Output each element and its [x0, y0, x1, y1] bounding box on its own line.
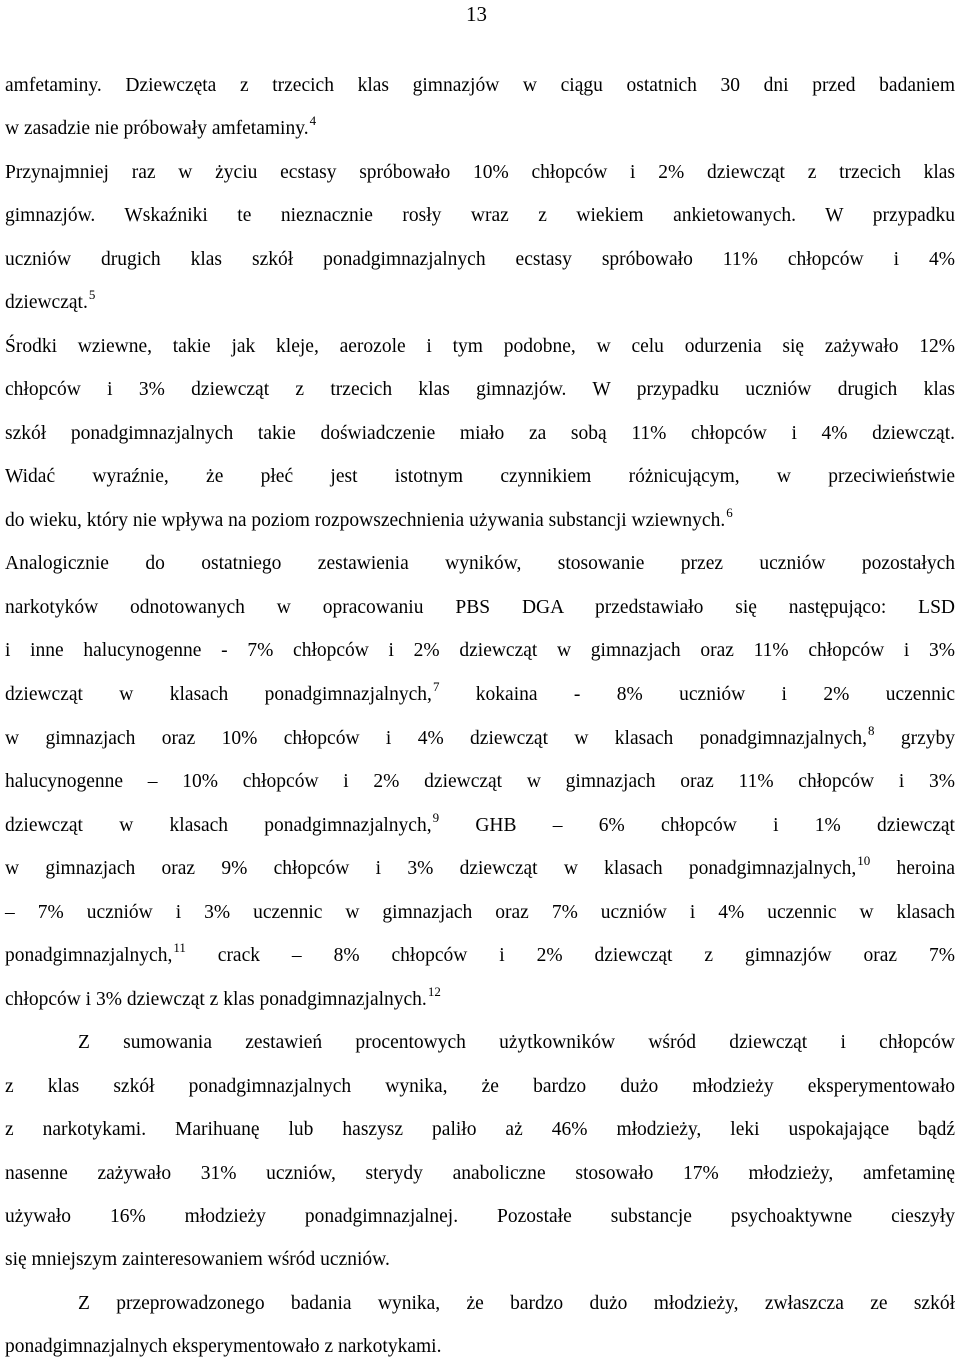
text-line: [5, 900, 955, 926]
line-text: amfetaminy. Dziewczęta z trzecich klas gimnazjów w ciągu ostatnich 30 dni przed badaniem: [5, 75, 955, 96]
text-line: [5, 1204, 955, 1230]
text-line: [5, 1334, 955, 1360]
line-text: Z przeprowadzonego badania wynika, że bardzo dużo młodzieży, zwłaszcza ze szkół: [78, 1293, 955, 1314]
line-text: GHB – 6% chłopców i 1% dziewcząt: [439, 815, 955, 836]
text-line: [5, 421, 955, 447]
line-text: grzyby: [874, 728, 956, 749]
line-text: chłopców i 3% dziewcząt z klas ponadgimnazjalnych.: [5, 989, 427, 1010]
footnote-ref: 10: [857, 853, 871, 868]
line-text: ponadgimnazjalnych,: [5, 945, 173, 966]
line-text: z klas szkół ponadgimnazjalnych wynika, że bardzo dużo młodzieży eksperymentowało: [5, 1076, 955, 1097]
text-line: [5, 247, 955, 273]
line-text: narkotyków odnotowanych w opracowaniu PBS DGA przedstawiało się następująco: LSD: [5, 597, 955, 618]
text-line: [5, 551, 955, 577]
text-line: [5, 464, 955, 490]
line-text: heroina: [870, 858, 955, 879]
text-line: [5, 1247, 955, 1273]
text-line: [5, 638, 955, 664]
line-text: Widać wyraźnie, że płeć jest istotnym czynnikiem różnicującym, w przeciwieństwie: [5, 466, 955, 487]
text-line: [5, 203, 955, 229]
line-text: w zasadzie nie próbowały amfetaminy.: [5, 118, 309, 139]
line-text: – 7% uczniów i 3% uczennic w gimnazjach oraz 7% uczniów i 4% uczennic w klasach: [5, 902, 955, 923]
text-line: [5, 1117, 955, 1143]
line-text: nasenne zażywało 31% uczniów, sterydy anaboliczne stosowało 17% młodzieży, amfetaminę: [5, 1163, 955, 1184]
line-text: uczniów drugich klas szkół ponadgimnazjalnych ecstasy spróbowało 11% chłopców i 4%: [5, 249, 955, 270]
text-line: [5, 810, 955, 840]
text-line: [5, 287, 955, 317]
text-line: [5, 377, 955, 403]
text-line: [5, 769, 955, 795]
footnote-ref: 11: [173, 940, 186, 955]
text-line: [5, 73, 955, 99]
text-line: [5, 505, 955, 535]
line-text: do wieku, który nie wpływa na poziom rozpowszechnienia używania substancji wziewnych.: [5, 510, 726, 531]
text-line: [5, 334, 955, 360]
footnote-ref: 7: [432, 679, 440, 694]
footnote-ref: 4: [309, 113, 317, 128]
line-text: crack – 8% chłopców i 2% dziewcząt z gimnazjów oraz 7%: [185, 945, 955, 966]
text-line: [5, 984, 955, 1014]
line-text: Środki wziewne, takie jak kleje, aerozole i tym podobne, w celu odurzenia się zażywało 12%: [5, 336, 955, 357]
line-text: Z sumowania zestawień procentowych użytkowników wśród dziewcząt i chłopców: [78, 1032, 955, 1053]
text-line: [78, 1291, 955, 1317]
line-text: szkół ponadgimnazjalnych takie doświadczenie miało za sobą 11% chłopców i 4% dziewcząt.: [5, 423, 955, 444]
line-text: w gimnazjach oraz 10% chłopców i 4% dziewcząt w klasach ponadgimnazjalnych,: [5, 728, 867, 749]
line-text: dziewcząt.: [5, 292, 88, 313]
text-line: [5, 1074, 955, 1100]
text-line: [5, 160, 955, 186]
line-text: ponadgimnazjalnych eksperymentowało z narkotykami.: [5, 1336, 442, 1357]
line-text: Przynajmniej raz w życiu ecstasy spróbowało 10% chłopców i 2% dziewcząt z trzecich klas: [5, 162, 955, 183]
footnote-ref: 8: [867, 723, 875, 738]
footnote-ref: 5: [88, 287, 96, 302]
page-number: 13: [466, 2, 487, 26]
text-line: [5, 595, 955, 621]
line-text: halucynogenne – 10% chłopców i 2% dziewcząt w gimnazjach oraz 11% chłopców i 3%: [5, 771, 955, 792]
line-text: chłopców i 3% dziewcząt z trzecich klas gimnazjów. W przypadku uczniów drugich klas: [5, 379, 955, 400]
line-text: używało 16% młodzieży ponadgimnazjalnej. Pozostałe substancje psychoaktywne cieszyły: [5, 1206, 955, 1227]
line-text: Analogicznie do ostatniego zestawienia wyników, stosowanie przez uczniów pozostałych: [5, 553, 955, 574]
text-line: [78, 1030, 955, 1056]
text-line: [5, 940, 955, 970]
footnote-ref: 12: [427, 984, 441, 999]
text-line: [5, 679, 955, 709]
footnote-ref: 6: [726, 505, 733, 520]
line-text: z narkotykami. Marihuanę lub haszysz paliło aż 46% młodzieży, leki uspokajające bądź: [5, 1119, 955, 1140]
text-line: [5, 1161, 955, 1187]
line-text: i inne halucynogenne - 7% chłopców i 2% dziewcząt w gimnazjach oraz 11% chłopców i 3%: [5, 640, 955, 661]
line-text: kokaina - 8% uczniów i 2% uczennic: [439, 684, 955, 705]
line-text: dziewcząt w klasach ponadgimnazjalnych,: [5, 815, 432, 836]
line-text: w gimnazjach oraz 9% chłopców i 3% dziewcząt w klasach ponadgimnazjalnych,: [5, 858, 857, 879]
text-line: [5, 113, 955, 143]
text-line: [5, 723, 956, 753]
text-line: [5, 853, 955, 883]
line-text: dziewcząt w klasach ponadgimnazjalnych,: [5, 684, 432, 705]
footnote-ref: 9: [432, 810, 440, 825]
line-text: się mniejszym zainteresowaniem wśród uczniów.: [5, 1249, 390, 1270]
line-text: gimnazjów. Wskaźniki te nieznacznie rosły wraz z wiekiem ankietowanych. W przypadku: [5, 205, 955, 226]
